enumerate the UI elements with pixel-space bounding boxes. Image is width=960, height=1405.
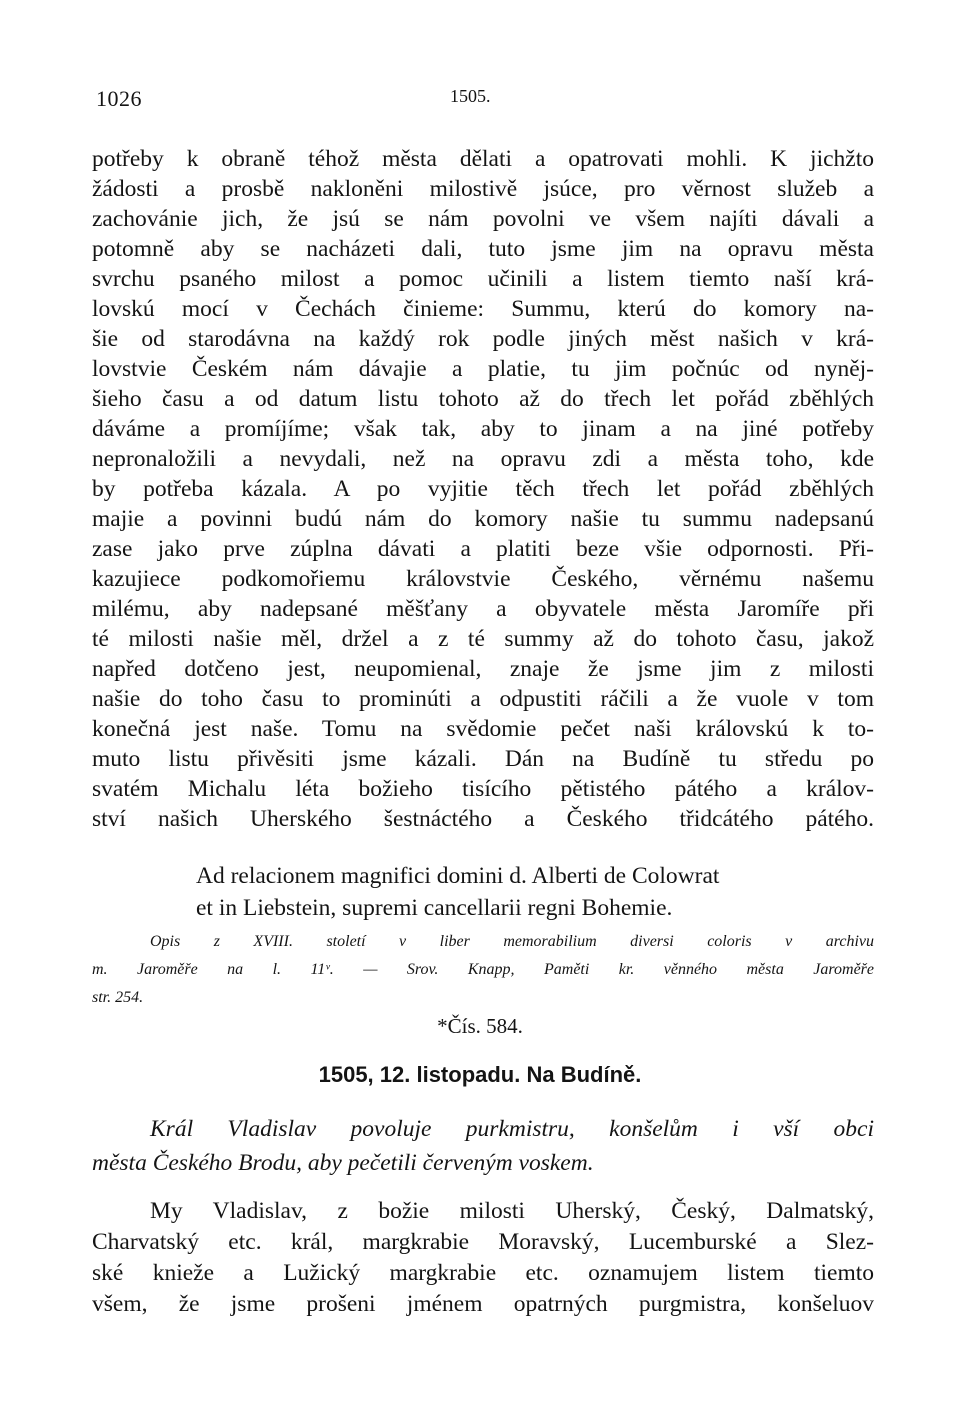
text-line: nepronaložili a nevydali, než na opravu zdi a města toho, kde	[92, 446, 874, 472]
text-line: muto listu přivěsiti jsme kázali. Dán na Budíně tu středu po	[92, 746, 874, 772]
text-line: My Vladislav, z božie milosti Uherský, Český, Dalmatský,	[150, 1198, 874, 1224]
text-line: svrchu psaného milost a pomoc učinili a listem tiemto naší krá-	[92, 266, 874, 292]
text-line: svatém Michalu léta božieho tisícího pětistého pátého a králov-	[92, 776, 874, 802]
document-text-continued	[92, 144, 874, 834]
text-line: potomně aby se nacházeti dali, tuto jsme jim na opravu města	[92, 236, 874, 262]
text-line: milému, aby nadepsané měšťany a obyvatele města Jaromíře při	[92, 596, 874, 622]
text-line: ství našich Uherského šestnáctého a Českého třidcátého pátého.	[92, 806, 874, 832]
running-header-year: 1505.	[450, 86, 491, 106]
document-summary	[92, 1112, 874, 1180]
text-line: majie a povinni budú nám do komory našie tu summu nadepsanú	[92, 506, 874, 532]
summary-line: Král Vladislav povoluje purkmistru, konšelům i vší obci	[150, 1116, 874, 1142]
text-line: ské knieže a Lužický margkrabie etc. oznamujem listem tiemto	[92, 1260, 874, 1286]
text-line: konečná jest naše. Tomu na svědomie pečet naši královskú k to-	[92, 716, 874, 742]
text-line: kazujiece podkomořiemu královstvie Českého, věrnému našemu	[92, 566, 874, 592]
text-line: šie od starodávna na každý rok podle jiných měst našich v krá-	[92, 326, 874, 352]
page-number: 1026	[96, 86, 142, 111]
source-note-line: Opis z XVIII. století v liber memorabilium diversi coloris v archivu	[150, 933, 874, 950]
relation-line: Ad relacionem magnifici domini d. Alberti de Colowrat	[196, 863, 720, 889]
summary-line: města Českého Brodu, aby pečetili červeným voskem.	[92, 1150, 594, 1176]
text-line: šieho času a od datum listu tohoto až do třech let pořád zběhlých	[92, 386, 874, 412]
document-number: *Čís. 584.	[437, 1014, 523, 1038]
source-note	[92, 928, 874, 1012]
text-line: potřeby k obraně téhož města dělati a opatrovati mohli. K jichžto	[92, 146, 874, 172]
source-note-line: str. 254.	[92, 989, 144, 1006]
document-heading: 1505, 12. listopadu. Na Budíně.	[318, 1062, 642, 1087]
text-line: lovskú mocí v Čechách činieme: Summu, kterú do komory na-	[92, 296, 874, 322]
relation-note	[196, 860, 719, 924]
text-line: napřed dotčeno jest, neupomienal, znaje že jsme jim z milosti	[92, 656, 874, 682]
document-text	[92, 1196, 874, 1320]
text-line: dáváme a promíjíme; však tak, aby to jinam a na jiné potřeby	[92, 416, 874, 442]
text-line: zase jako prve zúplna dávati a platiti beze všie odpornosti. Při-	[92, 536, 874, 562]
source-note-line: m. Jaroměře na l. 11ᵛ. — Srov. Knapp, Paměti kr. věnného města Jaroměře	[92, 961, 874, 978]
text-line: lovstvie Českém nám dávajie a platie, tu jim počnúc od nyněj-	[92, 356, 874, 382]
text-line: té milosti našie měl, držel a z té summy až do tohoto času, jakož	[92, 626, 874, 652]
text-line: našie do toho času to prominúti a odpustiti ráčili a že vuole v tom	[92, 686, 874, 712]
relation-line: et in Liebstein, supremi cancellarii regni Bohemie.	[196, 895, 673, 921]
text-line: žádosti a prosbě nakloněni milostivě jsúce, pro věrnost služeb a	[92, 176, 874, 202]
text-line: zachovánie jich, že jsú se nám povolni ve všem najíti dávali a	[92, 206, 874, 232]
text-line: by potřeba kázala. A po vyjitie těch třech let pořád zběhlých	[92, 476, 874, 502]
text-line: Charvatský etc. král, margkrabie Moravský, Lucemburské a Slez-	[92, 1229, 874, 1255]
text-line: všem, že jsme prošeni jménem opatrných purgmistra, konšeluov	[92, 1291, 874, 1317]
